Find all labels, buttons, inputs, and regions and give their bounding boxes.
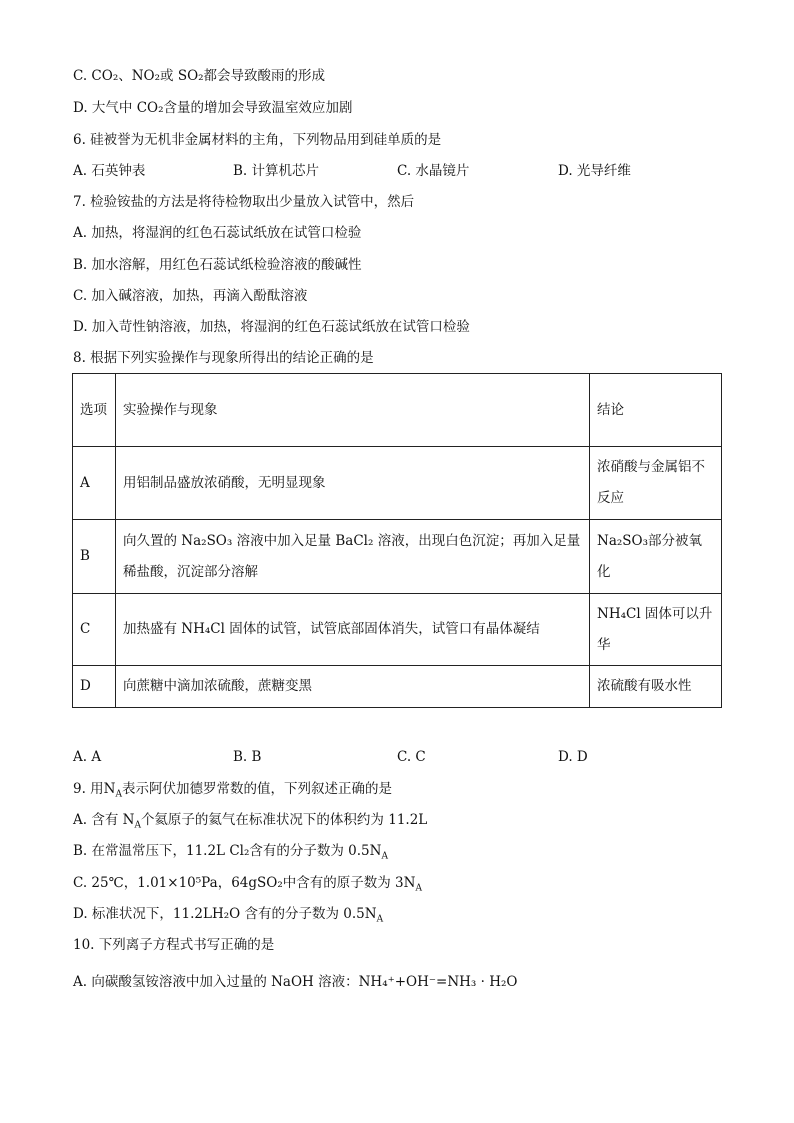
table-row: [73, 520, 722, 594]
q8-option-d: D. D: [558, 749, 588, 765]
header-option: 选项: [73, 374, 116, 447]
q9-option-c: C. 25℃，1.01×10⁵Pa，64gSO₂中含有的原子数为 $3N_A$: [73, 875, 422, 894]
table-row: [73, 666, 722, 708]
q6-option-c: C. 水晶镜片: [397, 163, 470, 179]
q8-option-a: A. A: [73, 749, 102, 765]
q7-option-d: D. 加入苛性钠溶液，加热，将湿润的红色石蕊试纸放在试管口检验: [73, 319, 470, 335]
row-d-operation: 向蔗糖中滴加浓硫酸，蔗糖变黑: [116, 666, 590, 708]
header-operation: 实验操作与现象: [116, 374, 590, 447]
row-a-operation: 用铝制品盛放浓硝酸，无明显现象: [116, 447, 590, 520]
table-row: [73, 447, 722, 520]
row-b-operation: 向久置的 Na₂SO₃ 溶液中加入足量 BaCl₂ 溶液，出现白色沉淀；再加入足量稀盐酸，沉淀部分溶解: [116, 520, 590, 594]
question-8: 8. 根据下列实验操作与现象所得出的结论正确的是: [73, 350, 374, 366]
q9-option-b: B. 在常温常压下，11.2L Cl₂含有的分子数为 $0.5N_A$: [73, 843, 388, 862]
q6-option-b: B. 计算机芯片: [233, 163, 320, 179]
q8-table: [72, 373, 722, 708]
q10-option-a: A. 向碳酸氢铵溶液中加入过量的 NaOH 溶液：NH₄⁺+OH⁻=NH₃ · H₂O: [73, 974, 518, 990]
row-a-conclusion: 浓硝酸与金属铝不反应: [590, 447, 722, 520]
row-d-conclusion: 浓硫酸有吸水性: [590, 666, 722, 708]
header-conclusion: 结论: [590, 374, 722, 447]
question-10: 10. 下列离子方程式书写正确的是: [73, 937, 275, 953]
table-row: [73, 594, 722, 666]
row-b-option: B: [73, 520, 116, 594]
q9-option-d: D. 标准状况下，11.2LH₂O 含有的分子数为 $0.5N_A$: [73, 906, 384, 925]
q7-option-c: C. 加入碱溶液，加热，再滴入酚酞溶液: [73, 288, 308, 304]
q6-option-a: A. 石英钟表: [73, 163, 146, 179]
row-b-conclusion: Na₂SO₃部分被氧化: [590, 520, 722, 594]
q9-option-a: A. 含有 $N_A$个氦原子的氦气在标准状况下的体积约为 11.2L: [73, 812, 428, 831]
question-7: 7. 检验铵盐的方法是将待检物取出少量放入试管中，然后: [73, 194, 415, 210]
row-d-option: D: [73, 666, 116, 708]
q6-option-d: D. 光导纤维: [558, 163, 631, 179]
line-c-prev: C. CO₂、NO₂或 SO₂都会导致酸雨的形成: [73, 68, 326, 84]
row-c-operation: 加热盛有 NH₄Cl 固体的试管，试管底部固体消失，试管口有晶体凝结: [116, 594, 590, 666]
row-c-option: C: [73, 594, 116, 666]
q8-option-c: C. C: [397, 749, 426, 765]
q7-option-a: A. 加热，将湿润的红色石蕊试纸放在试管口检验: [73, 225, 362, 241]
q8-option-b: B. B: [233, 749, 262, 765]
row-a-option: A: [73, 447, 116, 520]
line-d-prev: D. 大气中 CO₂含量的增加会导致温室效应加剧: [73, 100, 353, 116]
question-6: 6. 硅被誉为无机非金属材料的主角，下列物品用到硅单质的是: [73, 132, 442, 148]
row-c-conclusion: NH₄Cl 固体可以升华: [590, 594, 722, 666]
table-header-row: [73, 374, 722, 447]
q7-option-b: B. 加水溶解，用红色石蕊试纸检验溶液的酸碱性: [73, 257, 362, 273]
question-9: 9. 用$N_A$表示阿伏加德罗常数的值，下列叙述正确的是: [73, 781, 392, 800]
